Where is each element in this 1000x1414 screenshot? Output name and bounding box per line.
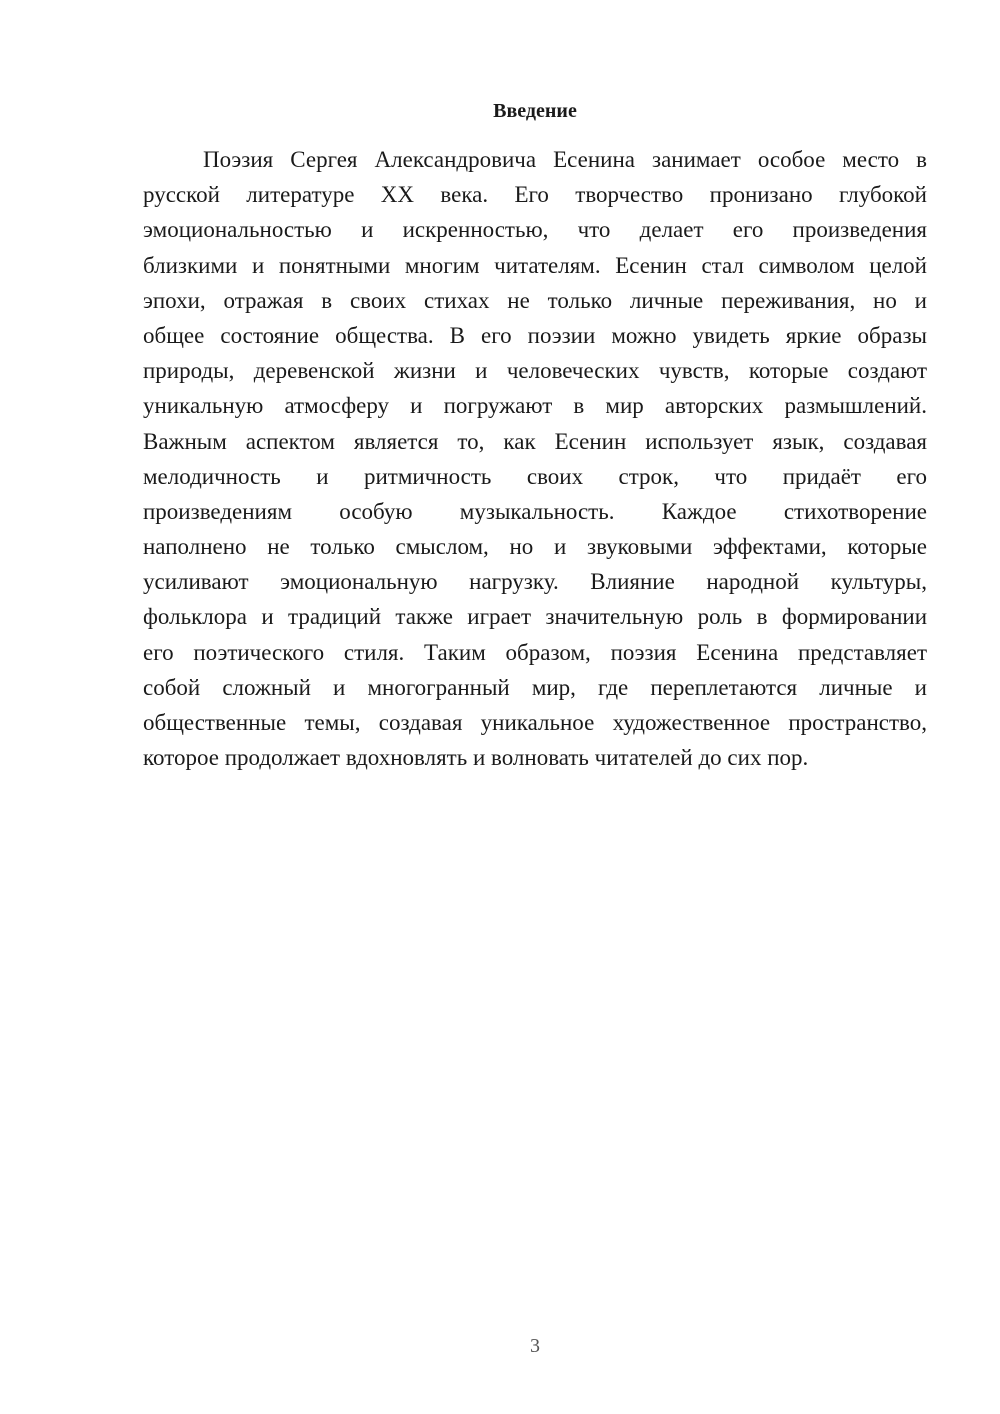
paragraph-line: эпохи, отражая в своих стихах не только личные переживания, но и	[143, 287, 927, 313]
paragraph-line: природы, деревенской жизни и человеческих чувств, которые создают	[143, 358, 927, 384]
paragraph-line: русской литературе XX века. Его творчество пронизано глубокой	[143, 182, 927, 208]
paragraph-line: общественные темы, создавая уникальное художественное пространство,	[143, 710, 927, 735]
page-number: 3	[530, 1335, 540, 1357]
paragraph-line: близкими и понятными многим читателям. Есенин стал символом целой	[143, 252, 927, 278]
paragraph-line: общее состояние общества. В его поэзии можно увидеть яркие образы	[143, 322, 927, 348]
paragraph-line: Важным аспектом является то, как Есенин использует язык, создавая	[143, 428, 927, 454]
paragraph-line: эмоциональностью и искренностью, что делает его произведения	[143, 217, 927, 243]
paragraph-line: его поэтического стиля. Таким образом, поэзия Есенина представляет	[143, 639, 927, 665]
paragraph-line: мелодичность и ритмичность своих строк, что придаёт его	[143, 463, 927, 489]
body-paragraph	[143, 142, 927, 775]
paragraph-line: уникальную атмосферу и погружают в мир авторских размышлений.	[143, 393, 927, 419]
paragraph-line: собой сложный и многогранный мир, где переплетаются личные и	[143, 674, 927, 700]
paragraph-line: произведениям особую музыкальность. Каждое стихотворение	[143, 498, 927, 524]
paragraph-line: которое продолжает вдохновлять и волновать читателей до сих пор.	[143, 745, 809, 771]
paragraph-line: усиливают эмоциональную нагрузку. Влияние народной культуры,	[143, 569, 927, 595]
page-heading: Введение	[493, 100, 577, 122]
paragraph-line: Поэзия Сергея Александровича Есенина занимает особое место в	[203, 147, 927, 172]
paragraph-line: наполнено не только смыслом, но и звуковыми эффектами, которые	[143, 534, 927, 560]
paragraph-line: фольклора и традиций также играет значительную роль в формировании	[143, 604, 927, 630]
